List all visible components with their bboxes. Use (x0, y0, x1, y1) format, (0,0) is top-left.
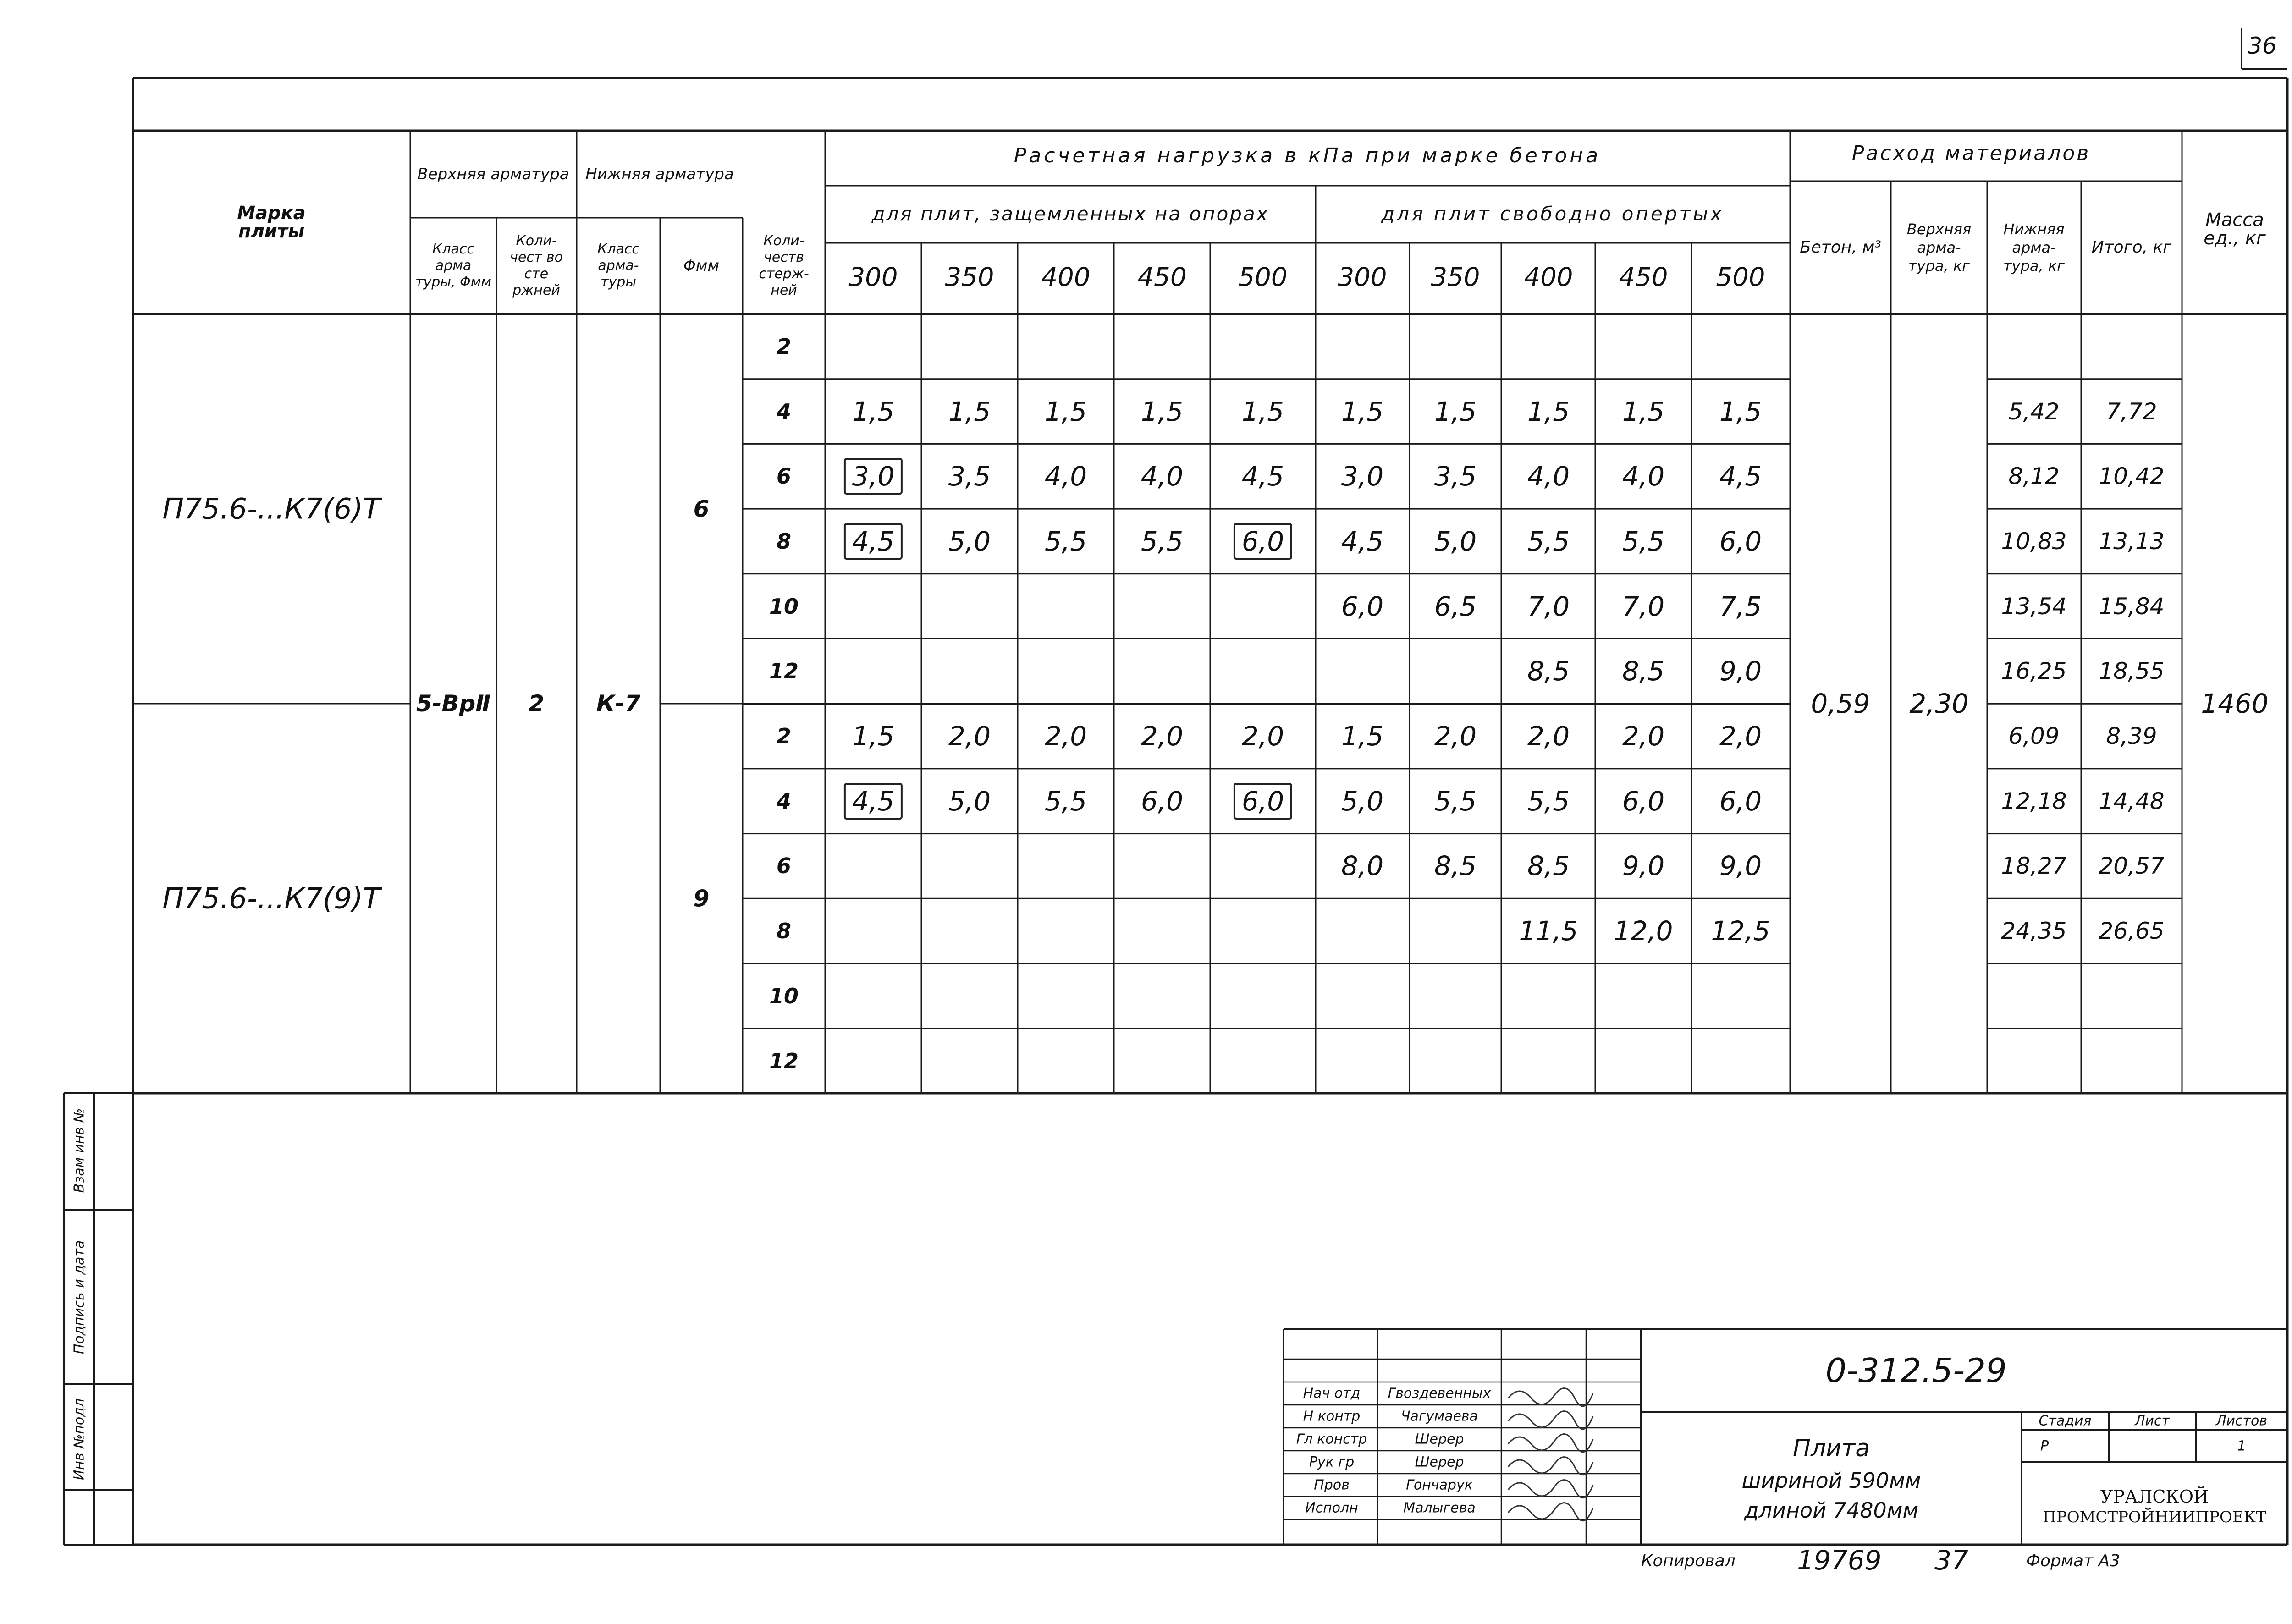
col-header-upper-steel: Верхняя арма- тура, кг (1906, 220, 1972, 275)
load-free-cell: 2,0 (1719, 721, 1762, 752)
load-clamped-cell: 6,0 (1234, 523, 1292, 560)
load-clamped-cell: 1,5 (1241, 396, 1284, 427)
load-free-cell: 7,0 (1622, 590, 1665, 622)
upper-class-value: 5-ВрⅡ (416, 690, 491, 717)
lower-diam-group-1: 6 (693, 495, 710, 522)
lower-steel-cell: 12,18 (2001, 787, 2067, 815)
signer-name: Шерер (1415, 1454, 1464, 1470)
bar-count-cell: 12 (769, 659, 799, 684)
total-cell: 14,48 (2099, 787, 2165, 815)
grade-label-7: 400 (1524, 262, 1573, 292)
bar-count-cell: 10 (769, 983, 799, 1008)
load-clamped-cell: 5,0 (948, 785, 991, 817)
load-free-cell: 9,0 (1622, 850, 1665, 882)
copy-number: 19769 (1797, 1545, 1882, 1576)
load-free-cell: 1,5 (1719, 396, 1762, 427)
bar-count-cell: 2 (776, 334, 792, 359)
lower-steel-cell: 6,09 (2008, 723, 2060, 750)
signer-role: Гл констр (1296, 1431, 1367, 1448)
load-clamped-cell: 5,5 (1044, 785, 1087, 817)
load-clamped-cell: 5,0 (948, 525, 991, 557)
col-header-free: для плит свободно опертых (1381, 203, 1724, 225)
total-cell: 7,72 (2106, 398, 2157, 425)
load-free-cell: 11,5 (1519, 915, 1578, 947)
col-header-load: Расчетная нагрузка в кПа при марке бетона (1014, 144, 1601, 167)
signer-role: Исполн (1305, 1500, 1358, 1516)
signer-name: Гвоздевенных (1388, 1385, 1491, 1402)
total-cell: 8,39 (2106, 723, 2157, 750)
load-free-cell: 4,5 (1719, 461, 1762, 492)
lower-class-value: К-7 (596, 690, 641, 717)
load-free-cell: 12,5 (1711, 915, 1770, 947)
lower-steel-cell: 10,83 (2001, 528, 2067, 555)
signature-mark (1508, 1434, 1593, 1452)
load-free-cell: 8,0 (1341, 850, 1384, 882)
copy-sheet: 37 (1934, 1545, 1968, 1576)
load-free-cell: 3,0 (1341, 461, 1384, 492)
sheets-label: Листов (2215, 1413, 2268, 1429)
sheets-value: 1 (2237, 1438, 2246, 1454)
load-free-cell: 8,5 (1434, 850, 1477, 882)
load-clamped-cell: 4,0 (1140, 461, 1184, 492)
load-free-cell: 6,0 (1341, 590, 1384, 622)
page-number: 36 (2248, 33, 2277, 59)
strip-inv-no: Инв №подл (71, 1398, 88, 1481)
load-clamped-cell: 1,5 (852, 396, 895, 427)
load-free-cell: 5,5 (1527, 525, 1570, 557)
load-free-cell: 9,0 (1719, 655, 1762, 687)
col-header-upper-class: Класс арма туры, Φмм (415, 241, 491, 290)
signature-mark (1508, 1480, 1593, 1498)
format-label: Формат А3 (2026, 1552, 2121, 1570)
total-cell: 26,65 (2099, 918, 2165, 945)
load-free-cell: 5,5 (1434, 785, 1477, 817)
load-free-cell: 2,0 (1527, 721, 1570, 752)
strip-replace-inv: Взам инв № (71, 1108, 88, 1193)
load-free-cell: 6,0 (1622, 785, 1665, 817)
load-free-cell: 5,0 (1434, 525, 1477, 557)
grade-label-8: 450 (1619, 262, 1668, 292)
signature-mark (1508, 1388, 1593, 1406)
load-clamped-cell: 1,5 (1140, 396, 1184, 427)
signer-role: Н контр (1303, 1408, 1361, 1425)
col-header-lower-class: Класс арма- туры (597, 241, 639, 290)
load-free-cell: 8,5 (1527, 655, 1570, 687)
load-clamped-cell: 2,0 (1140, 721, 1184, 752)
grade-label-5: 300 (1338, 262, 1387, 292)
load-free-cell: 6,0 (1719, 785, 1762, 817)
load-clamped-cell: 4,5 (844, 523, 903, 560)
grade-label-1: 350 (945, 262, 994, 292)
org-line-1: УРАЛСКОЙ (2100, 1486, 2209, 1507)
org-line-2: ПРОМСТРОЙНИИПРОЕКТ (2043, 1508, 2266, 1526)
col-header-total: Итого, кг (2091, 238, 2172, 257)
col-header-consumption: Расход материалов (1851, 142, 2091, 165)
grade-label-4: 500 (1238, 262, 1288, 292)
load-free-cell: 1,5 (1341, 396, 1384, 427)
signature-mark (1508, 1457, 1593, 1475)
mass-value: 1460 (2201, 688, 2269, 719)
stage-label: Стадия (2039, 1413, 2092, 1429)
signer-role: Нач отд (1303, 1385, 1361, 1402)
grade-label-9: 500 (1716, 262, 1765, 292)
load-clamped-cell: 1,5 (852, 721, 895, 752)
load-clamped-cell: 1,5 (948, 396, 991, 427)
load-free-cell: 8,5 (1527, 850, 1570, 882)
load-clamped-cell: 2,0 (948, 721, 991, 752)
load-free-cell: 6,0 (1719, 525, 1762, 557)
load-free-cell: 1,5 (1341, 721, 1384, 752)
title-line-2: шириной 590мм (1741, 1468, 1921, 1493)
col-header-lower-diam: Φмм (683, 257, 720, 275)
strip-signature-date: Подпись и дата (71, 1240, 88, 1354)
signature-mark (1508, 1503, 1593, 1521)
load-free-cell: 12,0 (1614, 915, 1673, 947)
lower-steel-cell: 24,35 (2001, 918, 2067, 945)
load-free-cell: 1,5 (1434, 396, 1477, 427)
load-clamped-cell: 2,0 (1044, 721, 1087, 752)
upper-steel-value: 2,30 (1909, 688, 1969, 719)
signer-role: Пров (1314, 1477, 1350, 1493)
load-clamped-cell: 6,0 (1140, 785, 1184, 817)
load-free-cell: 8,5 (1622, 655, 1665, 687)
lower-steel-cell: 16,25 (2001, 658, 2067, 685)
col-header-mark: Марка плиты (237, 203, 306, 242)
load-free-cell: 1,5 (1622, 396, 1665, 427)
bar-count-cell: 6 (776, 853, 792, 879)
load-clamped-cell: 3,5 (948, 461, 991, 492)
bar-count-cell: 12 (769, 1048, 799, 1073)
signer-role: Рук гр (1309, 1454, 1355, 1470)
load-free-cell: 2,0 (1622, 721, 1665, 752)
signer-name: Шерер (1415, 1431, 1464, 1448)
load-clamped-cell: 5,5 (1140, 525, 1184, 557)
grade-label-3: 450 (1137, 262, 1187, 292)
title-line-1: Плита (1792, 1435, 1870, 1462)
load-clamped-cell: 4,5 (844, 783, 903, 820)
col-header-lower: Нижняя арматура (585, 165, 734, 183)
bar-count-cell: 4 (776, 399, 792, 424)
lower-steel-cell: 13,54 (2001, 593, 2067, 620)
load-free-cell: 4,5 (1341, 525, 1384, 557)
concrete-value: 0,59 (1811, 688, 1870, 719)
signer-name: Гончарук (1406, 1477, 1473, 1493)
col-header-clamped: для плит, защемленных на опорах (871, 203, 1269, 225)
upper-count-value: 2 (528, 690, 545, 717)
copied-label: Копировал (1641, 1552, 1736, 1570)
bar-count-cell: 6 (776, 464, 792, 489)
col-header-upper: Верхняя арматура (417, 165, 569, 183)
load-clamped-cell: 1,5 (1044, 396, 1087, 427)
signer-name: Малыгева (1403, 1500, 1476, 1516)
bar-count-cell: 2 (776, 724, 792, 749)
grade-label-6: 350 (1431, 262, 1480, 292)
load-clamped-cell: 5,5 (1044, 525, 1087, 557)
col-header-lower-count: Коли- честв стерж- ней (759, 233, 809, 298)
total-cell: 18,55 (2099, 658, 2165, 685)
title-line-3: длиной 7480мм (1744, 1498, 1919, 1523)
total-cell: 15,84 (2099, 593, 2165, 620)
bar-count-cell: 4 (776, 788, 792, 814)
col-header-mass: Масса ед., кг (2204, 209, 2266, 249)
load-clamped-cell: 2,0 (1241, 721, 1284, 752)
lower-steel-cell: 5,42 (2008, 398, 2060, 425)
load-clamped-cell: 4,5 (1241, 461, 1284, 492)
total-cell: 13,13 (2099, 528, 2165, 555)
load-free-cell: 4,0 (1622, 461, 1665, 492)
load-free-cell: 7,0 (1527, 590, 1570, 622)
stage-value: Р (2040, 1438, 2049, 1454)
bar-count-cell: 8 (776, 919, 792, 944)
col-header-upper-count: Коли- чест во сте ржней (510, 233, 563, 298)
signature-mark (1508, 1411, 1593, 1429)
load-clamped-cell: 4,0 (1044, 461, 1087, 492)
slab-mark-group-2: П75.6-...К7(9)Т (162, 881, 380, 915)
load-free-cell: 7,5 (1719, 590, 1762, 622)
load-free-cell: 1,5 (1527, 396, 1570, 427)
signer-name: Чагумаева (1400, 1408, 1478, 1425)
total-cell: 10,42 (2099, 463, 2165, 490)
doc-code: 0-312.5-29 (1825, 1351, 2007, 1390)
bar-count-cell: 10 (769, 594, 799, 619)
sheet-label: Лист (2134, 1413, 2170, 1429)
total-cell: 20,57 (2099, 853, 2165, 880)
lower-diam-group-2: 9 (693, 885, 710, 912)
col-header-lower-steel: Нижняя арма- тура, кг (2003, 220, 2065, 275)
load-free-cell: 5,5 (1527, 785, 1570, 817)
col-header-concrete: Бетон, м³ (1800, 238, 1881, 257)
load-clamped-cell: 6,0 (1234, 783, 1292, 820)
lower-steel-cell: 18,27 (2001, 853, 2067, 880)
load-free-cell: 2,0 (1434, 721, 1477, 752)
load-free-cell: 5,0 (1341, 785, 1384, 817)
load-free-cell: 9,0 (1719, 850, 1762, 882)
slab-mark-group-1: П75.6-...К7(6)Т (162, 492, 380, 526)
load-free-cell: 3,5 (1434, 461, 1477, 492)
load-clamped-cell: 3,0 (844, 458, 903, 495)
load-free-cell: 5,5 (1622, 525, 1665, 557)
load-free-cell: 6,5 (1434, 590, 1477, 622)
lower-steel-cell: 8,12 (2008, 463, 2060, 490)
bar-count-cell: 8 (776, 528, 792, 554)
grade-label-0: 300 (848, 262, 898, 292)
load-free-cell: 4,0 (1527, 461, 1570, 492)
grade-label-2: 400 (1041, 262, 1091, 292)
